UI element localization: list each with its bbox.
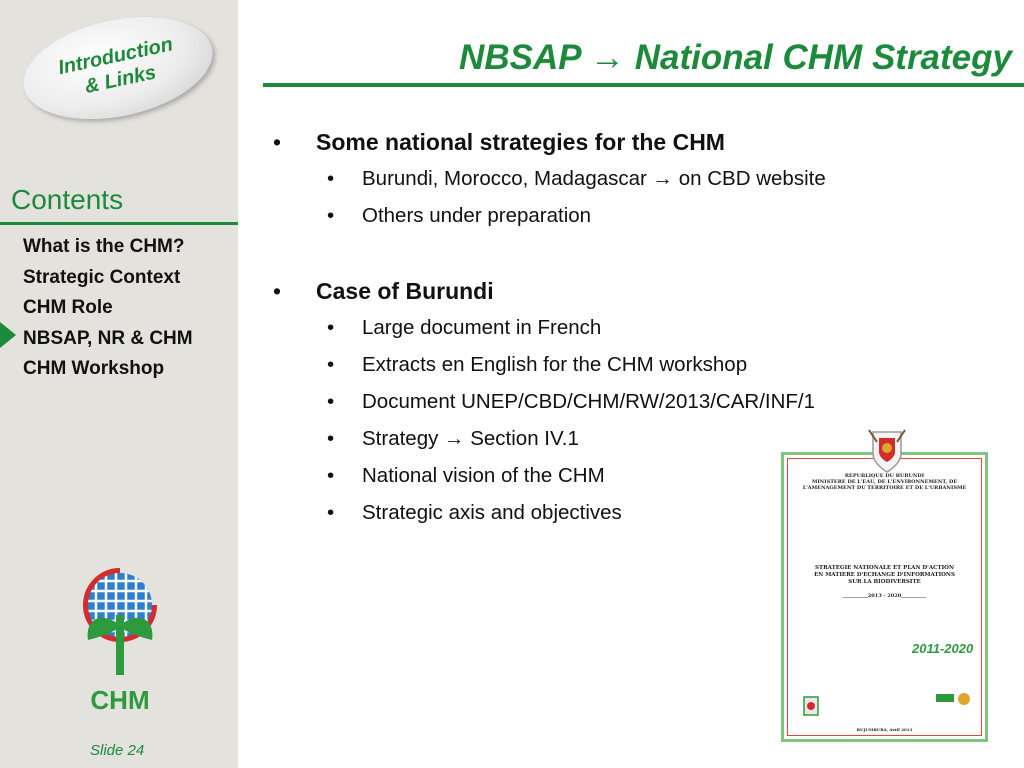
contents-divider bbox=[0, 222, 238, 225]
document-cover-period: __________2013 - 2020__________ bbox=[842, 593, 927, 599]
contents-list bbox=[23, 232, 193, 385]
sub-bullet: • National vision of the CHM bbox=[270, 457, 826, 494]
slide-number: Slide 24 bbox=[90, 742, 145, 759]
bullet-spacer bbox=[270, 234, 826, 273]
sub-bullet: • Extracts en English for the CHM workshop bbox=[270, 346, 826, 383]
contents-item-chm-role[interactable]: CHM Role bbox=[23, 297, 113, 318]
sub-bullet: • Strategy → Section IV.1 bbox=[270, 420, 826, 457]
document-cover-title: STRATEGIE NATIONALE ET PLAN D'ACTION EN MATIERE D'ECHANGE D'INFORMATIONS SUR LA BIODIVERSITE bbox=[814, 565, 955, 585]
contents-item-nbsap-nr-chm[interactable]: NBSAP, NR & CHM bbox=[23, 327, 193, 349]
decade-biodiversity-logo: 2011-2020 bbox=[912, 641, 974, 656]
contents-item-chm-workshop[interactable]: CHM Workshop bbox=[23, 358, 165, 379]
sub-bullet: • Others under preparation bbox=[270, 197, 826, 234]
bullet-list bbox=[270, 124, 826, 531]
burundi-emblem-icon bbox=[867, 428, 907, 474]
introduction-links-label: Introduction & Links bbox=[56, 33, 175, 99]
partner-logo-icon bbox=[934, 690, 974, 708]
contents-item-what-is-chm[interactable]: What is the CHM? bbox=[23, 236, 185, 257]
bullet-case-of-burundi: • Case of Burundi bbox=[270, 273, 826, 309]
title-divider bbox=[263, 83, 1024, 87]
document-cover-header: REPUBLIQUE DU BURUNDI MINISTERE DE L'EAU, DE L'ENVIRONNEMENT, DE L'AMENAGEMENT DU TERRITOIRE ET DE L'URBANISME bbox=[802, 473, 967, 491]
sub-bullet: • Strategic axis and objectives bbox=[270, 494, 826, 531]
sub-bullet: • Document UNEP/CBD/CHM/RW/2013/CAR/INF/1 bbox=[270, 383, 826, 420]
slide-title: NBSAP → National CHM Strategy bbox=[459, 38, 1012, 77]
logo-text: CHM bbox=[90, 685, 150, 715]
contents-title: Contents bbox=[11, 184, 124, 215]
bullet-national-strategies: • Some national strategies for the CHM bbox=[270, 124, 826, 160]
contents-item-strategic-context[interactable]: Strategic Context bbox=[23, 266, 181, 288]
sidebar bbox=[0, 0, 238, 768]
document-cover-image bbox=[781, 452, 988, 742]
current-section-arrow-icon bbox=[0, 322, 16, 348]
chm-logo bbox=[80, 565, 160, 715]
sub-bullet: • Large document in French bbox=[270, 309, 826, 346]
introduction-links-button[interactable] bbox=[14, 1, 222, 135]
burundi-coat-of-arms-icon bbox=[802, 695, 820, 717]
document-cover-footer: BUJUMBURA, Avril 2013 bbox=[856, 727, 913, 732]
sub-bullet: • Burundi, Morocco, Madagascar → on CBD website bbox=[270, 160, 826, 197]
